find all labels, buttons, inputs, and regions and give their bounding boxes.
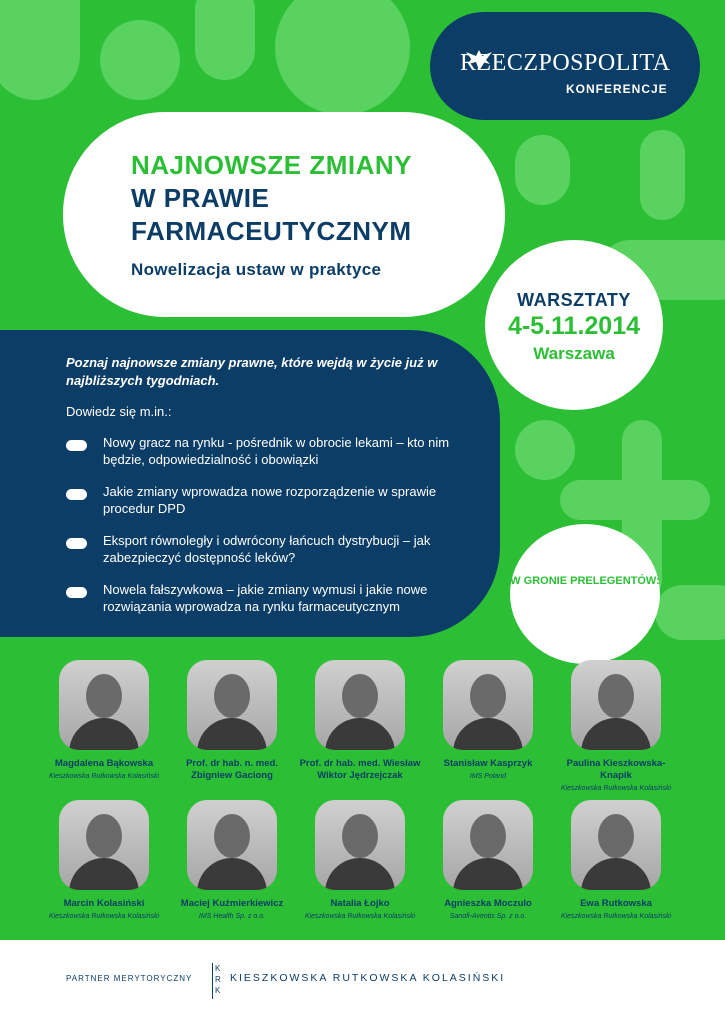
speaker-photo bbox=[187, 660, 277, 750]
decor-pill bbox=[195, 0, 255, 80]
speaker-org: Kieszkowska Rutkowska Kolasiński bbox=[304, 913, 416, 920]
body-shape bbox=[453, 858, 523, 890]
speaker-photo bbox=[315, 800, 405, 890]
speaker-org: IMS Health Sp. z o.o. bbox=[198, 913, 266, 920]
speaker-photo bbox=[443, 660, 533, 750]
topic-item bbox=[66, 434, 466, 483]
title-panel bbox=[63, 112, 505, 317]
event-type: WARSZTATY bbox=[517, 290, 631, 310]
head-shape bbox=[86, 674, 122, 718]
speaker-card bbox=[40, 660, 168, 782]
speaker-card bbox=[424, 660, 552, 782]
speaker-card bbox=[40, 800, 168, 922]
speaker-photo bbox=[571, 800, 661, 890]
topic-text: Nowela fałszywkowa – jakie zmiany wymusi i jakie nowe rozwiązania wprowadza na rynku farmaceutycznym bbox=[103, 582, 428, 614]
speaker-name: Maciej Kuźmierkiewicz bbox=[180, 898, 284, 909]
body-shape bbox=[581, 718, 651, 750]
head-shape bbox=[342, 674, 378, 718]
speaker-photo bbox=[315, 660, 405, 750]
speakers-heading: W GRONIE PRELEGENTÓW: bbox=[510, 575, 660, 587]
body-shape bbox=[197, 858, 267, 890]
speaker-org: Kieszkowska Rutkowska Kolasiński bbox=[48, 773, 160, 780]
speaker-org: Kieszkowska Rutkowska Kolasiński bbox=[48, 913, 160, 920]
body-shape bbox=[197, 718, 267, 750]
speaker-card bbox=[552, 660, 680, 794]
body-shape bbox=[69, 718, 139, 750]
speaker-name: Stanisław Kasprzyk bbox=[443, 758, 533, 769]
bullet-icon bbox=[66, 489, 87, 500]
decor-pill bbox=[640, 130, 685, 220]
event-date-badge bbox=[485, 240, 663, 410]
speakers-badge bbox=[510, 524, 660, 664]
decor-circle bbox=[275, 0, 410, 115]
bullet-icon bbox=[66, 440, 87, 451]
topic-item bbox=[66, 532, 466, 581]
publisher-logo bbox=[430, 12, 700, 120]
speaker-org: Sanofi-Aventis Sp. z o.o. bbox=[449, 913, 527, 920]
speaker-name: Natalia Łojko bbox=[330, 898, 390, 909]
bullet-icon bbox=[66, 587, 87, 598]
speaker-name: Marcin Kolasiński bbox=[63, 898, 145, 909]
head-shape bbox=[342, 814, 378, 858]
speaker-photo bbox=[59, 660, 149, 750]
decor-plus-h bbox=[560, 480, 710, 520]
decor-circle bbox=[100, 20, 180, 100]
brand-subtitle: KONFERENCJE bbox=[566, 82, 668, 96]
topic-list bbox=[66, 434, 466, 630]
head-shape bbox=[470, 674, 506, 718]
body-shape bbox=[69, 858, 139, 890]
bullet-icon bbox=[66, 538, 87, 549]
body-shape bbox=[581, 858, 651, 890]
page-title bbox=[131, 149, 412, 248]
speaker-name: Prof. dr hab. n. med. Zbigniew Gaciong bbox=[186, 758, 278, 781]
page-subtitle: Nowelizacja ustaw w praktyce bbox=[131, 260, 382, 279]
speaker-card bbox=[296, 800, 424, 922]
partner-mark: K R K bbox=[212, 963, 223, 999]
head-shape bbox=[470, 814, 506, 858]
speaker-photo bbox=[187, 800, 277, 890]
body-shape bbox=[325, 718, 395, 750]
brand-name: RZECZPOSPOLITA bbox=[460, 50, 671, 76]
topic-item bbox=[66, 483, 466, 532]
head-shape bbox=[214, 814, 250, 858]
title-line-1: NAJNOWSZE ZMIANY bbox=[131, 150, 412, 180]
head-shape bbox=[214, 674, 250, 718]
body-shape bbox=[325, 858, 395, 890]
speaker-card bbox=[424, 800, 552, 922]
speaker-photo bbox=[571, 660, 661, 750]
footer bbox=[0, 940, 725, 1024]
speaker-name: Paulina Kieszkowska-Knapik bbox=[566, 758, 666, 781]
topic-item bbox=[66, 581, 466, 630]
speaker-name: Ewa Rutkowska bbox=[580, 898, 652, 909]
speaker-photo bbox=[59, 800, 149, 890]
decor-pill bbox=[655, 585, 725, 640]
speaker-photo bbox=[443, 800, 533, 890]
head-shape bbox=[86, 814, 122, 858]
topic-text: Nowy gracz na rynku - pośrednik w obrocie lekami – kto nim będzie, odpowiedzialność i obowiązki bbox=[103, 435, 450, 467]
speaker-name: Magdalena Bąkowska bbox=[54, 758, 154, 769]
event-city: Warszawa bbox=[533, 344, 615, 363]
speaker-name: Agnieszka Moczulo bbox=[444, 898, 532, 909]
info-learn-heading: Dowiedz się m.in.: bbox=[66, 404, 172, 419]
head-shape bbox=[598, 674, 634, 718]
speaker-card bbox=[168, 660, 296, 783]
speaker-org: Kieszkowska Rutkowska Kolasiński bbox=[560, 785, 672, 792]
speaker-card bbox=[296, 660, 424, 783]
speaker-org: IMS Poland bbox=[469, 773, 507, 780]
speaker-card bbox=[552, 800, 680, 922]
speaker-card bbox=[168, 800, 296, 922]
event-date: 4-5.11.2014 bbox=[507, 312, 641, 340]
speaker-name: Prof. dr hab. med. Wiesław Wiktor Jędrzejczak bbox=[299, 758, 421, 781]
topic-text: Eksport równoległy i odwrócony łańcuch dystrybucji – jak zabezpieczyć dostępność leków? bbox=[103, 533, 431, 565]
partner-label: PARTNER MERYTORYCZNY bbox=[66, 974, 193, 983]
decor-circle bbox=[0, 0, 80, 100]
info-lead: Poznaj najnowsze zmiany prawne, które wejdą w życie już w najbliższych tygodniach. bbox=[66, 355, 438, 388]
speaker-org: Kieszkowska Rutkowska Kolasiński bbox=[560, 913, 672, 920]
title-line-2: W PRAWIE bbox=[131, 183, 270, 213]
decor-pill bbox=[515, 135, 570, 205]
topic-text: Jakie zmiany wprowadza nowe rozporządzenie w sprawie procedur DPD bbox=[103, 484, 437, 516]
head-shape bbox=[598, 814, 634, 858]
partner-name: KIESZKOWSKA RUTKOWSKA KOLASIŃSKI bbox=[230, 972, 506, 984]
title-line-3: FARMACEUTYCZNYM bbox=[131, 216, 412, 246]
decor-circle bbox=[515, 420, 575, 480]
info-panel bbox=[0, 330, 500, 637]
body-shape bbox=[453, 718, 523, 750]
